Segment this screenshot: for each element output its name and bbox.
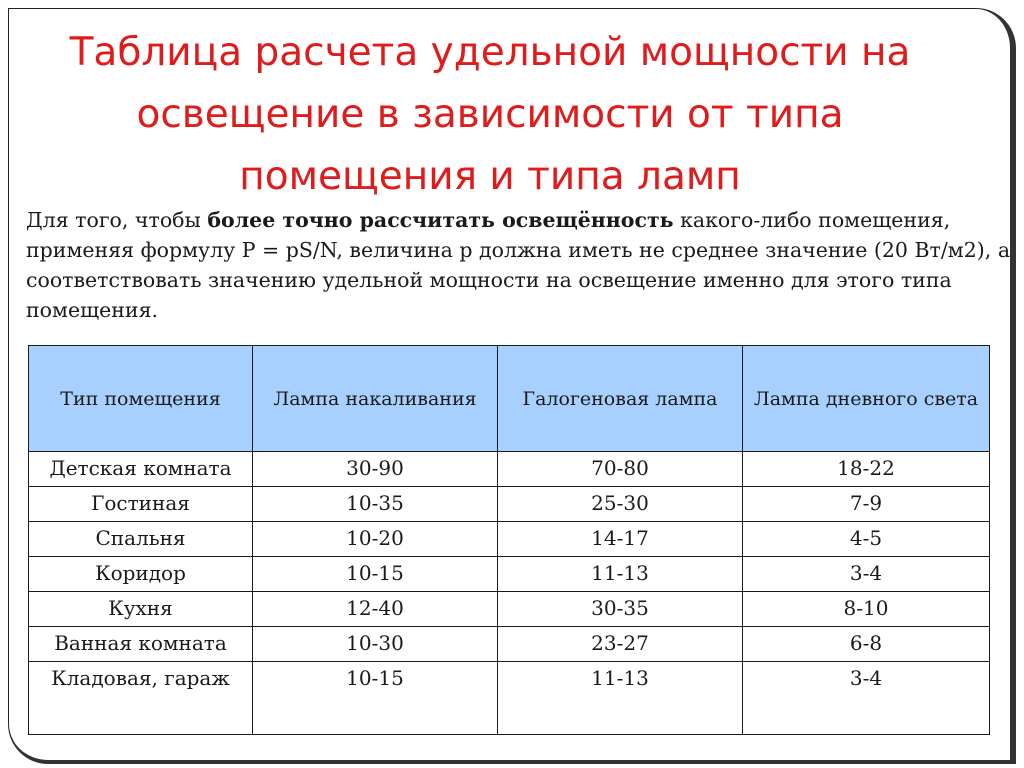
cell-incandescent: 10-30 — [253, 627, 498, 662]
cell-incandescent: 10-15 — [253, 557, 498, 592]
cell-incandescent: 10-15 — [253, 662, 498, 735]
table-row — [29, 627, 990, 662]
cell-halogen: 30-35 — [498, 592, 743, 627]
cell-incandescent: 30-90 — [253, 452, 498, 487]
intro-text-end: какого-либо помещения, применяя формулу P = pS/N, величина p должна иметь не среднее значение (20 Вт/м2), а соответствовать значению удельной мощности на освещение именно для этого типа помещения. — [26, 208, 1011, 322]
table-row — [29, 557, 990, 592]
cell-incandescent: 12-40 — [253, 592, 498, 627]
header-incandescent: Лампа накаливания — [253, 346, 498, 452]
cell-daylight: 18-22 — [743, 452, 990, 487]
table-row — [29, 487, 990, 522]
cell-daylight: 3-4 — [743, 662, 990, 735]
cell-room: Кладовая, гараж — [29, 662, 253, 735]
cell-halogen: 11-13 — [498, 662, 743, 735]
cell-halogen: 23-27 — [498, 627, 743, 662]
table-header-row — [29, 346, 990, 452]
cell-room: Коридор — [29, 557, 253, 592]
cell-daylight: 7-9 — [743, 487, 990, 522]
table-row — [29, 452, 990, 487]
intro-text-start: Для того, чтобы — [26, 208, 208, 232]
table-row — [29, 662, 990, 735]
cell-room: Ванная комната — [29, 627, 253, 662]
header-daylight: Лампа дневного света — [743, 346, 990, 452]
cell-halogen: 25-30 — [498, 487, 743, 522]
intro-text-bold: более точно рассчитать освещённость — [207, 208, 674, 232]
intro-paragraph — [26, 205, 1016, 325]
table-row — [29, 522, 990, 557]
cell-daylight: 8-10 — [743, 592, 990, 627]
cell-daylight: 3-4 — [743, 557, 990, 592]
cell-daylight: 6-8 — [743, 627, 990, 662]
cell-room: Детская комната — [29, 452, 253, 487]
cell-daylight: 4-5 — [743, 522, 990, 557]
cell-halogen: 11-13 — [498, 557, 743, 592]
cell-room: Спальня — [29, 522, 253, 557]
header-halogen: Галогеновая лампа — [498, 346, 743, 452]
header-room-type: Тип помещения — [29, 346, 253, 452]
cell-incandescent: 10-35 — [253, 487, 498, 522]
cell-incandescent: 10-20 — [253, 522, 498, 557]
table-row — [29, 592, 990, 627]
page-title: Таблица расчета удельной мощности на освещение в зависимости от типа помещения и типа ламп — [69, 30, 911, 199]
cell-room: Гостиная — [29, 487, 253, 522]
cell-room: Кухня — [29, 592, 253, 627]
cell-halogen: 70-80 — [498, 452, 743, 487]
cell-halogen: 14-17 — [498, 522, 743, 557]
lamp-power-table — [28, 345, 990, 735]
